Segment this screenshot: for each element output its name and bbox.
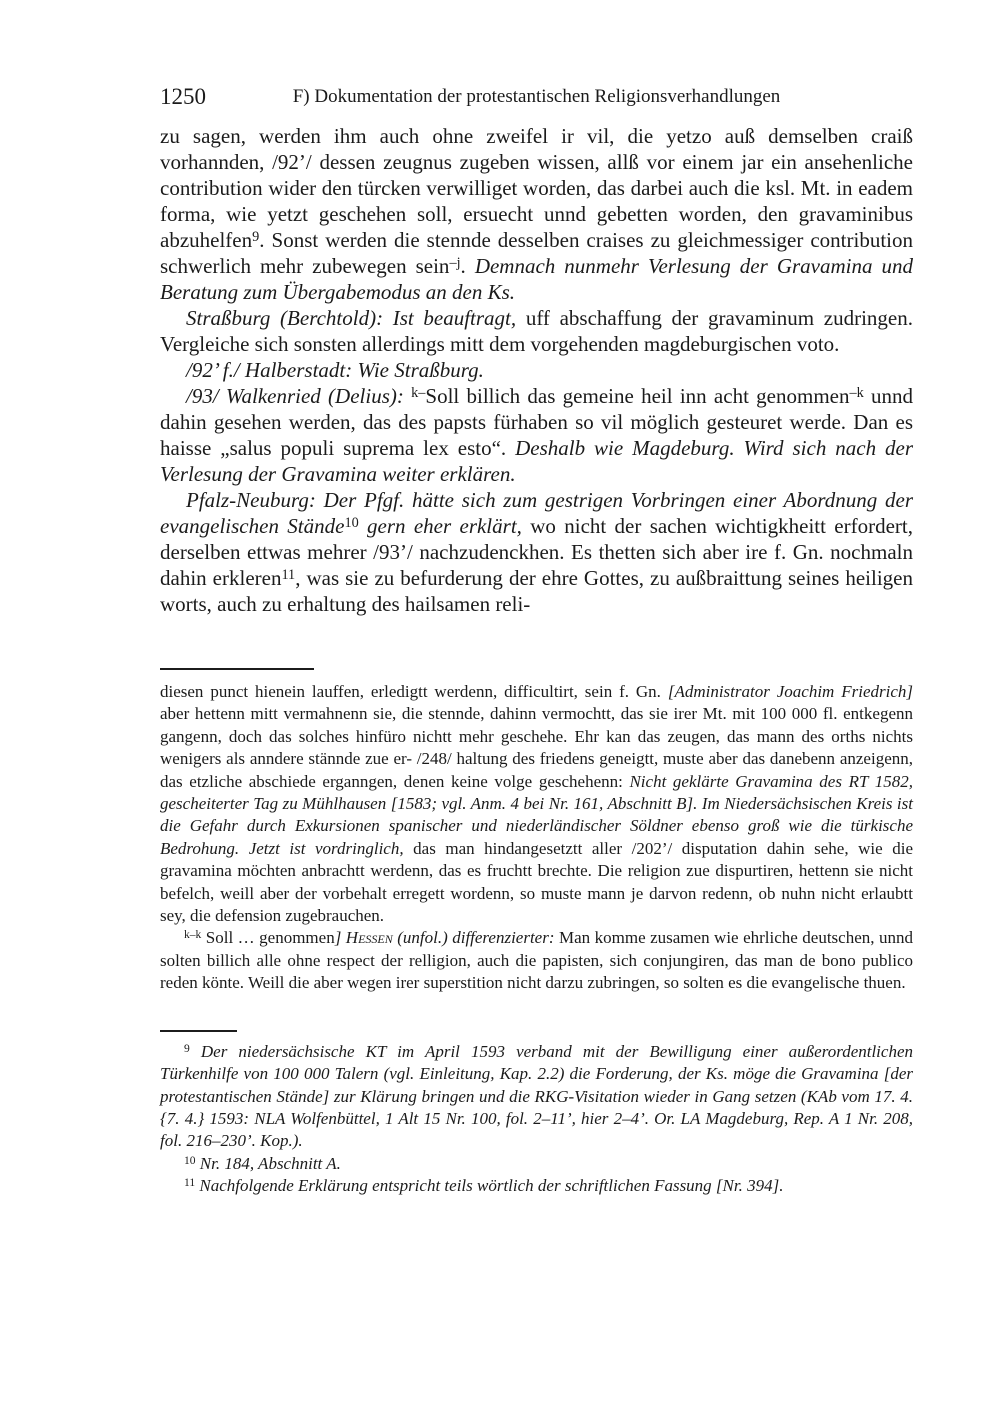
footnote-item: $^{10}$ Nr. 184, Abschnitt A. [184,1153,341,1173]
main-text [160,123,913,617]
apparatus-separator-rule [160,668,314,670]
body-paragraph: Straßburg (Berchtold): Ist beauftragt, uff abschaffung der gravaminum zudringen. Vergleiche sich sonsten allerdings mitt dem vorgehenden magdeburgischen voto. [160,306,913,356]
body-paragraph: Pfalz-Neuburg: Der Pfgf. hätte sich zum gestrigen Vorbringen einer Abordnung der evangelischen Stände$^{10}$ gern eher erklärt, wo nicht der sachen wichtigkheitt erfordert, derselben ettwas mehrer /93’/ nachzudenckhen. Es thetten sich aber ire f. Gn. nochmaln dahin erkleren$^{11}$, was sie zu befurderung der ehre Gottes, zu außbraittung seines heiligen worts, auch zu erhaltung des hailsamen reli- [160,488,913,616]
running-title: F) Dokumentation der protestantischen Religionsverhandlungen [292,86,781,107]
body-paragraph: /92’ f./ Halberstadt: Wie Straßburg. [186,358,484,382]
footnote-item: $^{11}$ Nachfolgende Erklärung entspricht teils wörtlich der schriftlichen Fassung [Nr. 394]. [184,1175,784,1196]
body-paragraph: zu sagen, werden ihm auch ohne zweifel ir vil, die yetzo auß demselben craiß vorhannden, /92’/ dessen zeugnus zugeben wissen, allß vor einem jar ein ansehenliche contribution wider den türcken verwilliget worden, das darbei auch die ksl. Mt. in eadem forma, wie yetzt geschehen soll, ersuecht unnd gebetten worden, den gravaminibus abzuhelfen$^9$. Sonst werden die stennde desselben craises zu gleichmessiger contribution schwerlich mehr zubewegen sein$^{-j}$. Demnach nunmehr Verlesung der Gravamina und Beratung zum Übergabemodus an den Ks. [160,124,913,304]
apparatus-paragraph: diesen punct hienein lauffen, erledigtt werdenn, difficultirt, sein f. Gn. [Administrator Joachim Friedrich] aber hettenn mitt vermahnenn sie, die stennde, dahinn vermochtt, das sie irer Mt. mit 100 000 fl. entkegenn gangenn, doch das solches hinfüro nichtt mehr geschehe. Ehr kan das zeugen, das mann des orths nichts wenigers als anndere stännde zue er- /248/ haltung des friedens geneigtt, muste aber das danebenn anzeigenn, das etzliche abschiede erganngen, denen keine volge geschehenn: Nicht geklärte Gravamina des RT 1582, gescheiterter Tag zu Mühlhausen [1583; vgl. Anm. 4 bei Nr. 161, Abschnitt B]. Im Niedersächsischen Kreis ist die Gefahr durch Exkursionen spanischer und niederländischer Söldner ebenso groß wie die türkische Bedrohung. Jetzt ist vordringlich, das man hindangesetztt aller /202’/ disputation dahin sehe, wie die gravamina möchten anbrachtt werdenn, das es fruchtt brechte. Die religion zue dispurtiren, hettenn sie nicht befelch, weill aber der vorbehalt erregett wordenn, so muste mann je darvon redenn, ob nuhn nicht erlaubtt sey, die defension zugebrauchen. [160,682,913,926]
page-number: 1250 [160,84,206,109]
footnote-separator-rule [160,1030,237,1032]
numbered-footnotes [160,1041,913,1198]
apparatus-paragraph: $^{k-k}$ Soll … genommen] Hessen (unfol.) differenzierter: Man komme zusamen wie ehrliche deutschen, unnd solten billich alle ohne respect der relligion, auch die papisten, sich conjungiren, das man de bono publico reden könte. Weill die aber wegen irer superstition nicht darzu zubringen, so solten es die evangelische thuen. [160,928,913,993]
footnote-item: $^9$ Der niedersächsische KT im April 1593 verband mit der Bewilligung einer außerordentlichen Türkenhilfe von 100 000 Talern (vgl. Einleitung, Kap. 2.2) die Forderung, der Ks. möge die Gravamina [der protestantischen Stände] zur Klärung bringen und die RKG-Visitation wieder in Gang setzen (KAb vom 17. 4. {7. 4.} 1593: NLA Wolfenbüttel, 1 Alt 15 Nr. 100, fol. 2–11’, hier 2–4’. Or. LA Magdeburg, Rep. A 1 Nr. 208, fol. 216–230’. Kop.). [160,1041,913,1151]
page-header [160,84,913,110]
critical-apparatus [160,681,913,995]
body-paragraph: /93/ Walkenried (Delius): $^{k-}$Soll billich das gemeine heil inn acht genommen$^{-k}$ unnd dahin gesehen werden, das des papsts fürhaben so vil möglich gesteuret werde. Dan es haisse „salus populi suprema lex esto“. Deshalb wie Magdeburg. Wird sich nach der Verlesung der Gravamina weiter erklären. [160,384,913,486]
text-column [160,84,913,1198]
